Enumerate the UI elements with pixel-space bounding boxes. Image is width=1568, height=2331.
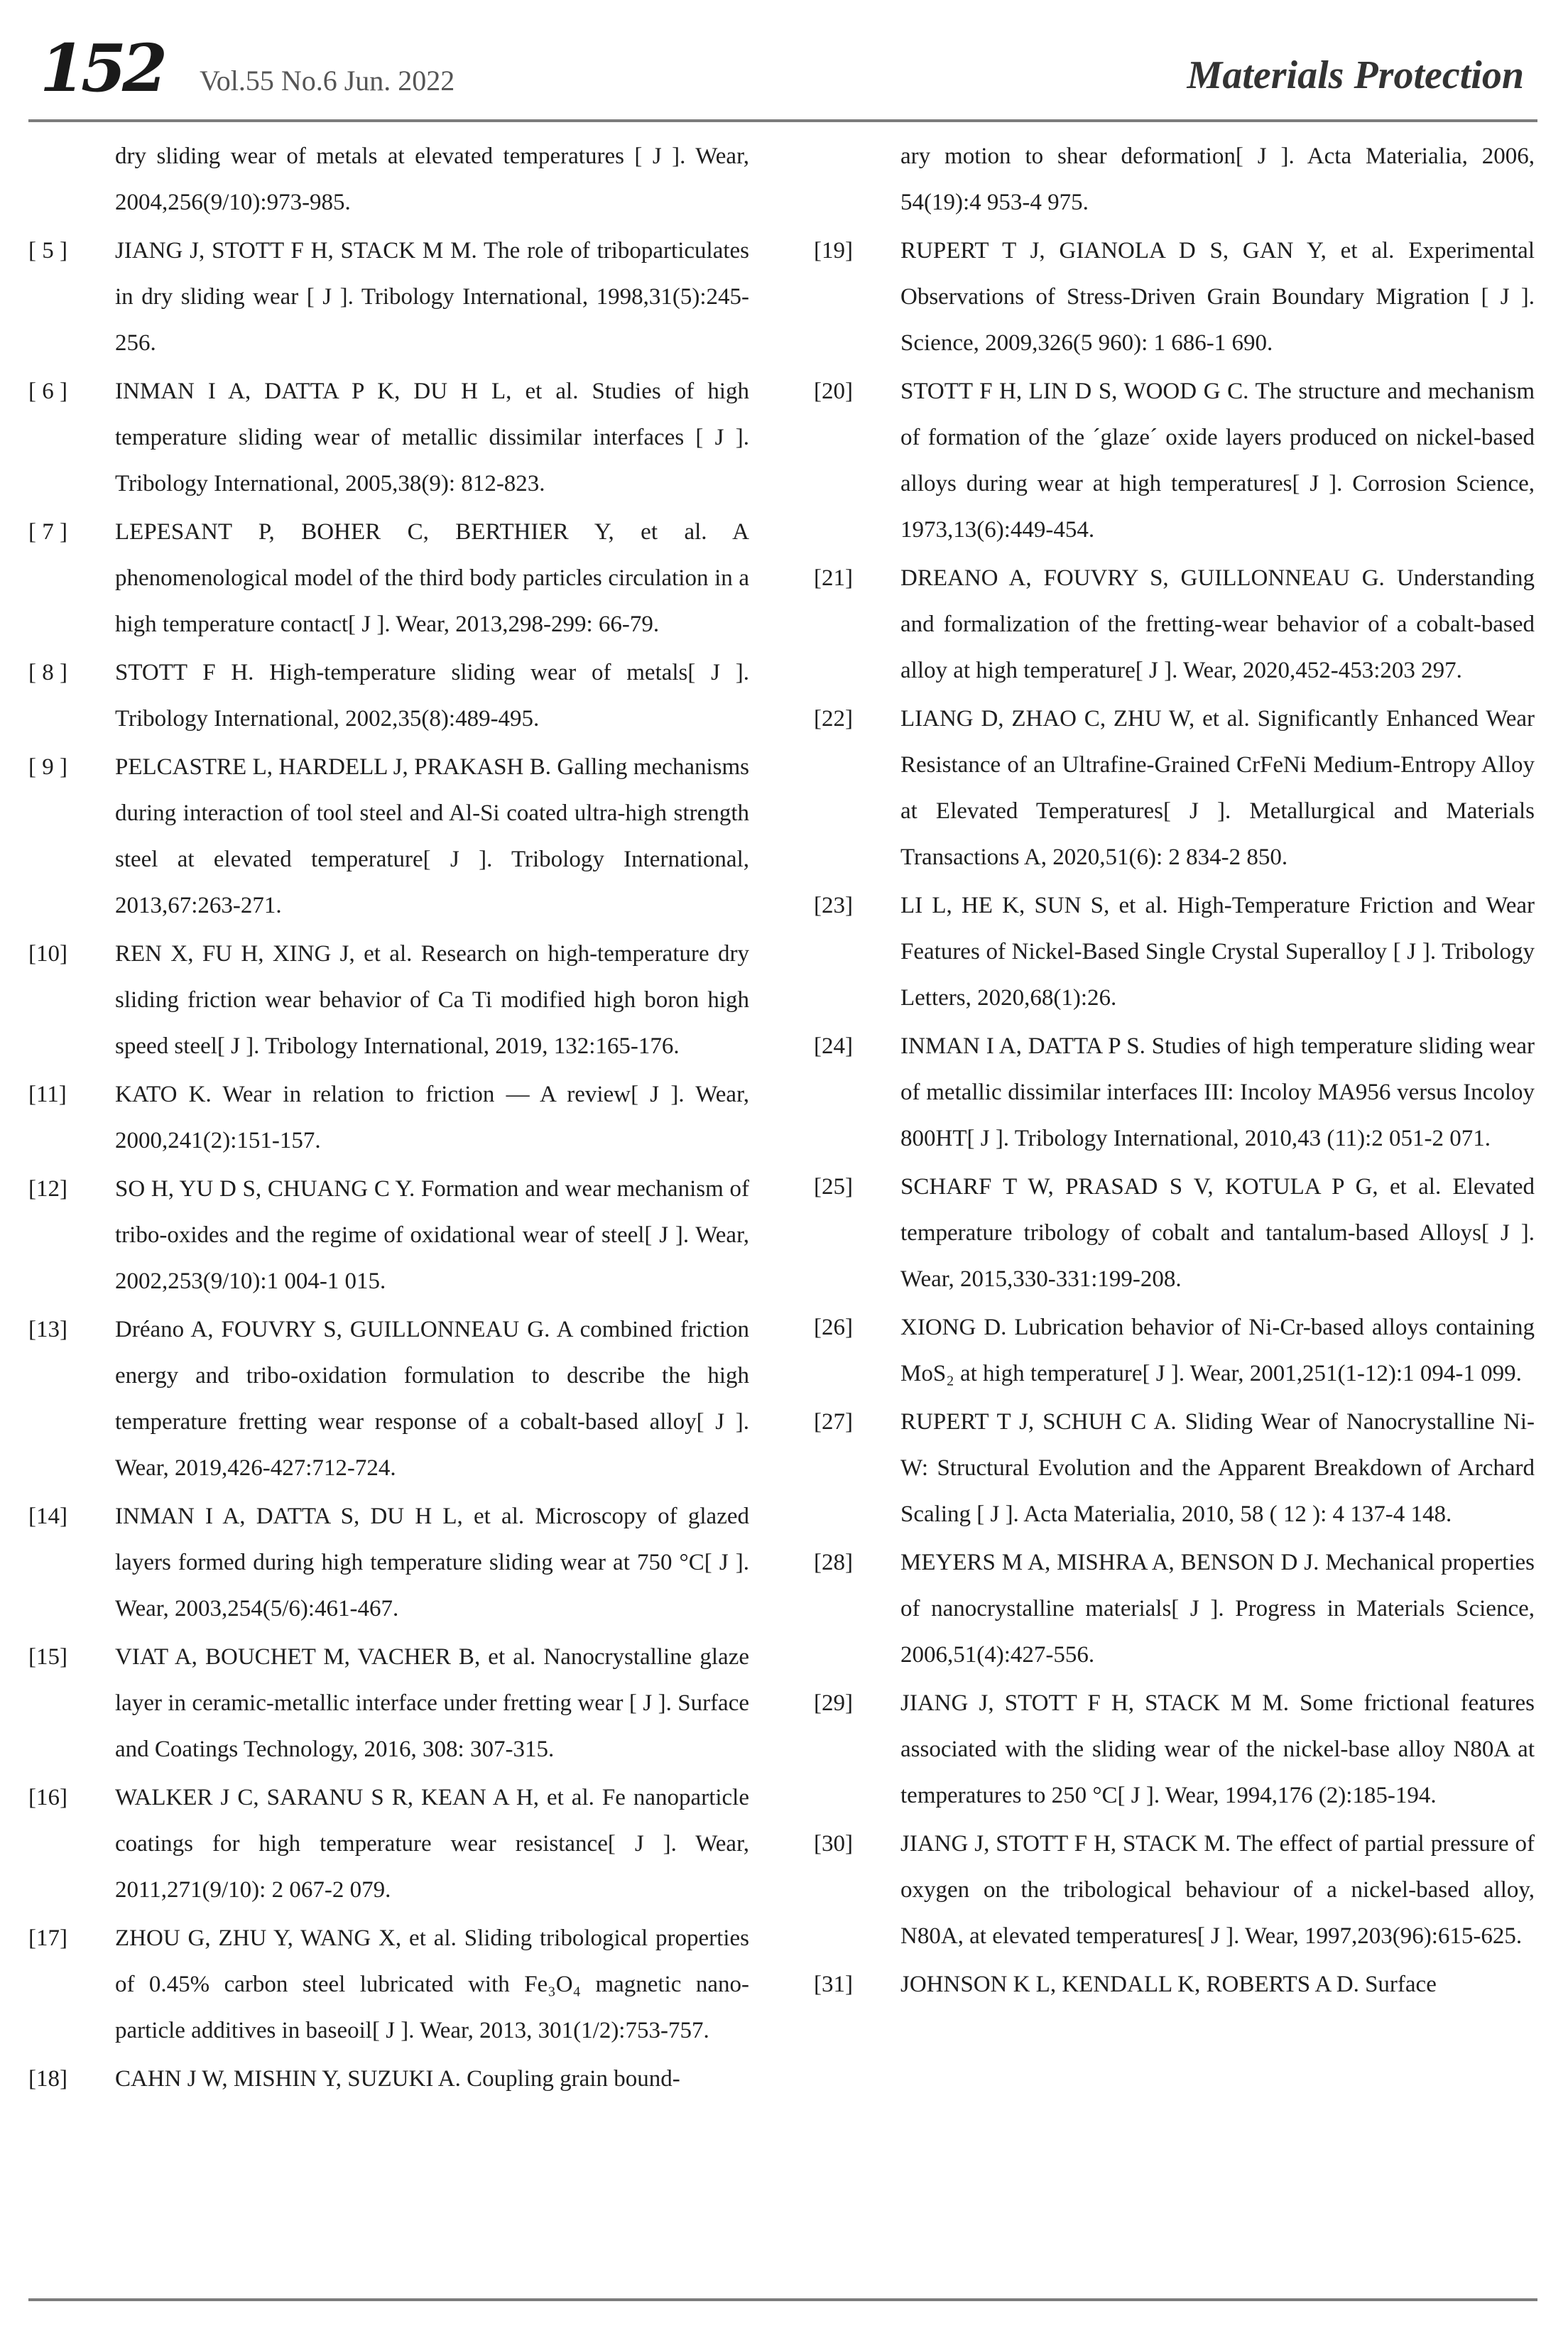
reference-text: PELCASTRE L, HARDELL J, PRAKASH B. Galling mechanisms during interaction of tool steel and Al-Si coated ultra-high strength steel at elevated temperature[ J ]. Tribology International, 2013,67:263-271.	[115, 754, 749, 918]
reference-item	[28, 1916, 749, 2054]
reference-text: RUPERT T J, SCHUH C A. Sliding Wear of Nanocrystalline Ni-W: Structural Evolution and the Apparent Breakdown of Archard Scaling [ J ]. Acta Materialia, 2010, 58 ( 12 ): 4 137-4 148.	[900, 1409, 1535, 1527]
reference-number: [22]	[814, 706, 853, 732]
reference-item	[28, 1307, 749, 1491]
reference-text: JIANG J, STOTT F H, STACK M. The effect of partial pressure of oxygen on the tribological behaviour of a nickel-based alloy, N80A, at elevated temperatures[ J ]. Wear, 1997,203(96):615-625.	[900, 1831, 1535, 1949]
reference-item	[814, 1821, 1535, 1960]
reference-text: RUPERT T J, GIANOLA D S, GAN Y, et al. Experimental Observations of Stress-Driven Grain Boundary Migration [ J ]. Science, 2009,326(5 960): 1 686-1 690.	[900, 238, 1535, 356]
reference-number: [16]	[28, 1785, 67, 1810]
reference-item	[28, 1634, 749, 1773]
reference-text: STOTT F H. High-temperature sliding wear of metals[ J ]. Tribology International, 2002,35(8):489-495.	[115, 660, 749, 732]
reference-text: LIANG D, ZHAO C, ZHU W, et al. Significantly Enhanced Wear Resistance of an Ultrafine-Grained CrFeNi Medium-Entropy Alloy at Elevated Temperatures[ J ]. Metallurgical and Materials Transactions A, 2020,51(6): 2 834-2 850.	[900, 706, 1535, 870]
reference-number: [19]	[814, 238, 853, 263]
reference-number: [18]	[28, 2066, 67, 2092]
reference-item	[28, 931, 749, 1070]
reference-item	[28, 1072, 749, 1164]
reference-number: [21]	[814, 565, 853, 591]
reference-number: [20]	[814, 379, 853, 404]
reference-number: [13]	[28, 1317, 67, 1342]
reference-item	[28, 2056, 749, 2102]
reference-number: [15]	[28, 1644, 67, 1670]
reference-item	[28, 509, 749, 648]
reference-item	[28, 744, 749, 929]
reference-item	[814, 369, 1535, 553]
left-column	[28, 134, 749, 2293]
reference-item	[28, 1494, 749, 1632]
reference-text: SO H, YU D S, CHUANG C Y. Formation and wear mechanism of tribo-oxides and the regime of oxidational wear of steel[ J ]. Wear, 2002,253(9/10):1 004-1 015.	[115, 1176, 749, 1294]
reference-item	[28, 228, 749, 366]
reference-item	[814, 228, 1535, 366]
issue-info: Vol.55 No.6 Jun. 2022	[200, 65, 455, 97]
reference-number: [ 7 ]	[28, 519, 67, 545]
right-column	[814, 134, 1535, 2293]
reference-item	[814, 883, 1535, 1021]
reference-item	[28, 1166, 749, 1305]
reference-number: [24]	[814, 1033, 853, 1059]
reference-item	[28, 650, 749, 742]
reference-text: VIAT A, BOUCHET M, VACHER B, et al. Nanocrystalline glaze layer in ceramic-metallic interface under fretting wear [ J ]. Surface and Coatings Technology, 2016, 308: 307-315.	[115, 1644, 749, 1762]
reference-text: KATO K. Wear in relation to friction — A review[ J ]. Wear, 2000,241(2):151-157.	[115, 1082, 749, 1153]
reference-text: CAHN J W, MISHIN Y, SUZUKI A. Coupling grain bound-	[115, 2066, 680, 2092]
reference-number: [28]	[814, 1550, 853, 1575]
reference-text: DREANO A, FOUVRY S, GUILLONNEAU G. Understanding and formalization of the fretting-wear behavior of a cobalt-based alloy at high temperature[ J ]. Wear, 2020,452-453:203 297.	[900, 565, 1535, 683]
journal-title: Materials Protection	[1187, 53, 1524, 97]
reference-number: [23]	[814, 893, 853, 918]
reference-number: [30]	[814, 1831, 853, 1857]
reference-item	[814, 1399, 1535, 1538]
reference-item	[28, 369, 749, 507]
reference-item	[814, 1680, 1535, 1819]
reference-text: JIANG J, STOTT F H, STACK M M. The role of triboparticulates in dry sliding wear [ J ]. Tribology International, 1998,31(5):245-256.	[115, 238, 749, 356]
reference-number: [ 5 ]	[28, 238, 67, 263]
reference-text: INMAN I A, DATTA P S. Studies of high temperature sliding wear of metallic dissimilar interfaces III: Incoloy MA956 versus Incoloy 800HT[ J ]. Tribology International, 2010,43 (11):2 051-2 071.	[900, 1033, 1535, 1151]
reference-text: ary motion to shear deformation[ J ]. Acta Materialia, 2006, 54(19):4 953-4 975.	[900, 143, 1535, 215]
reference-text: dry sliding wear of metals at elevated temperatures [ J ]. Wear, 2004,256(9/10):973-985.	[115, 143, 749, 215]
reference-number: [17]	[28, 1925, 67, 1951]
reference-text: STOTT F H, LIN D S, WOOD G C. The structure and mechanism of formation of the ´glaze´ oxide layers produced on nickel-based alloys during wear at high temperatures[ J ]. Corrosion Science, 1973,13(6):449-454.	[900, 379, 1535, 543]
reference-text: ZHOU G, ZHU Y, WANG X, et al. Sliding tribological properties of 0.45% carbon steel lubricated with Fe₃O₄ magnetic nano-particle additives in baseoil[ J ]. Wear, 2013, 301(1/2):753-757.	[115, 1925, 749, 2043]
reference-text: LI L, HE K, SUN S, et al. High-Temperature Friction and Wear Features of Nickel-Based Single Crystal Superalloy [ J ]. Tribology Letters, 2020,68(1):26.	[900, 893, 1535, 1011]
reference-item	[28, 1775, 749, 1913]
reference-text: LEPESANT P, BOHER C, BERTHIER Y, et al. A phenomenological model of the third body particles circulation in a high temperature contact[ J ]. Wear, 2013,298-299: 66-79.	[115, 519, 749, 637]
reference-list-right	[814, 228, 1535, 2008]
reference-item	[814, 1962, 1535, 2008]
reference-number: [29]	[814, 1690, 853, 1716]
reference-text: Dréano A, FOUVRY S, GUILLONNEAU G. A combined friction energy and tribo-oxidation formulation to describe the high temperature fretting wear response of a cobalt-based alloy[ J ]. Wear, 2019,426-427:712-724.	[115, 1317, 749, 1481]
reference-number: [10]	[28, 941, 67, 967]
reference-text: SCHARF T W, PRASAD S V, KOTULA P G, et al. Elevated temperature tribology of cobalt and tantalum-based Alloys[ J ]. Wear, 2015,330-331:199-208.	[900, 1174, 1535, 1292]
page-number: 152	[40, 30, 164, 107]
reference-item	[814, 1164, 1535, 1303]
reference-continuation	[28, 134, 749, 226]
reference-text: REN X, FU H, XING J, et al. Research on high-temperature dry sliding friction wear behavior of Ca Ti modified high boron high speed steel[ J ]. Tribology International, 2019, 132:165-176.	[115, 941, 749, 1059]
footer-rule	[28, 2298, 1537, 2301]
reference-item	[814, 696, 1535, 881]
reference-number: [31]	[814, 1972, 853, 1997]
reference-text: JOHNSON K L, KENDALL K, ROBERTS A D. Surface	[900, 1972, 1437, 1997]
reference-text: INMAN I A, DATTA S, DU H L, et al. Microscopy of glazed layers formed during high temperature sliding wear at 750 °C[ J ]. Wear, 2003,254(5/6):461-467.	[115, 1504, 749, 1621]
reference-item	[814, 1305, 1535, 1397]
header-rule	[28, 119, 1537, 122]
reference-number: [11]	[28, 1082, 67, 1107]
reference-number: [25]	[814, 1174, 853, 1200]
page-header	[40, 31, 1531, 109]
reference-text: INMAN I A, DATTA P K, DU H L, et al. Studies of high temperature sliding wear of metallic dissimilar interfaces [ J ]. Tribology International, 2005,38(9): 812-823.	[115, 379, 749, 496]
reference-text: JIANG J, STOTT F H, STACK M M. Some frictional features associated with the sliding wear of the nickel-base alloy N80A at temperatures to 250 °C[ J ]. Wear, 1994,176 (2):185-194.	[900, 1690, 1535, 1808]
reference-list-left	[28, 228, 749, 2102]
reference-item	[814, 555, 1535, 694]
reference-item	[814, 1023, 1535, 1162]
reference-number: [14]	[28, 1504, 67, 1529]
reference-text: XIONG D. Lubrication behavior of Ni-Cr-based alloys containing MoS₂ at high temperature[ J ]. Wear, 2001,251(1-12):1 094-1 099.	[900, 1315, 1535, 1386]
reference-item	[814, 1540, 1535, 1678]
reference-number: [12]	[28, 1176, 67, 1202]
reference-number: [ 6 ]	[28, 379, 67, 404]
reference-number: [27]	[814, 1409, 853, 1435]
reference-text: WALKER J C, SARANU S R, KEAN A H, et al. Fe nanoparticle coatings for high temperature wear resistance[ J ]. Wear, 2011,271(9/10): 2 067-2 079.	[115, 1785, 749, 1903]
reference-text: MEYERS M A, MISHRA A, BENSON D J. Mechanical properties of nanocrystalline materials[ J ]. Progress in Materials Science, 2006,51(4):427-556.	[900, 1550, 1535, 1668]
reference-number: [26]	[814, 1315, 853, 1340]
reference-continuation	[814, 134, 1535, 226]
reference-number: [ 9 ]	[28, 754, 67, 780]
reference-number: [ 8 ]	[28, 660, 67, 685]
